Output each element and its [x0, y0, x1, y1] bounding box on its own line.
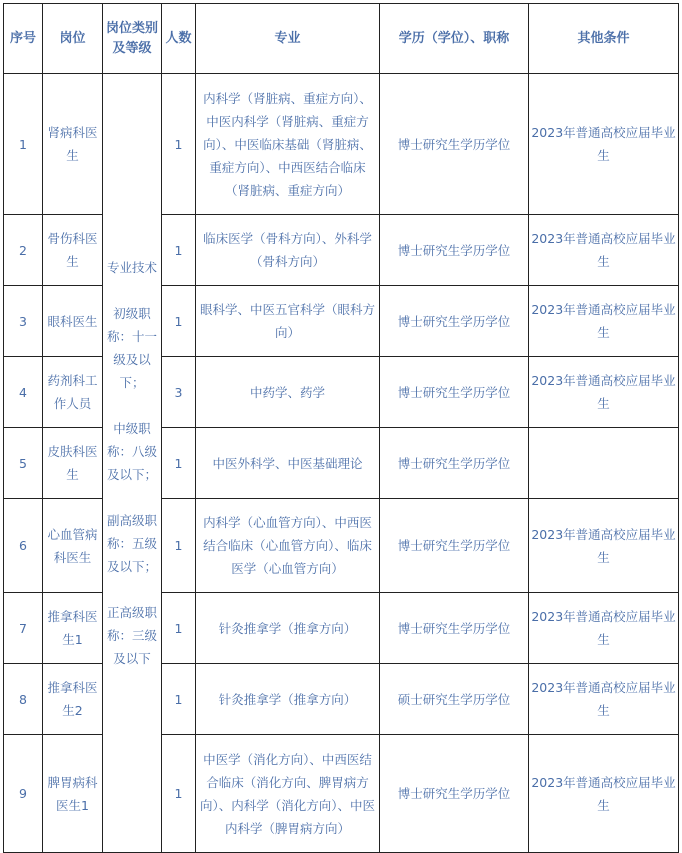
row-major: 中医学（消化方向）、中西医结合临床（消化方向、脾胃病方向）、内科学（消化方向）、中医内科学（脾胃病方向）: [196, 735, 380, 853]
row-index: 3: [4, 286, 43, 357]
row-index: 5: [4, 428, 43, 499]
table-row: [4, 74, 679, 215]
row-education: 博士研究生学历学位: [380, 428, 529, 499]
row-education: 博士研究生学历学位: [380, 286, 529, 357]
header-category: 岗位类别及等级: [103, 4, 162, 74]
header-count: 人数: [162, 4, 196, 74]
row-other: 2023年普通高校应届毕业生: [529, 286, 679, 357]
row-major: 内科学（心血管方向）、中西医结合临床（心血管方向）、临床医学（心血管方向）: [196, 499, 380, 593]
row-count: 3: [162, 357, 196, 428]
row-major: 眼科学、中医五官科学（眼科方向）: [196, 286, 380, 357]
row-other: 2023年普通高校应届毕业生: [529, 357, 679, 428]
row-index: 7: [4, 593, 43, 664]
row-other: [529, 428, 679, 499]
row-other: 2023年普通高校应届毕业生: [529, 499, 679, 593]
category-grade: 专业技术: [106, 260, 157, 275]
row-other: 2023年普通高校应届毕业生: [529, 593, 679, 664]
row-position: 骨伤科医生: [43, 215, 103, 286]
row-major: 内科学（肾脏病、重症方向）、中医内科学（肾脏病、重症方向）、中医临床基础（肾脏病、重症方向）、中西医结合临床（肾脏病、重症方向）: [196, 74, 380, 215]
row-count: 1: [162, 74, 196, 215]
row-count: 1: [162, 735, 196, 853]
category-cell: [103, 74, 162, 853]
category-grade: 正高级职称：三级及以下: [106, 605, 157, 666]
category-grade: 副高级职称：五级及以下；: [106, 513, 157, 574]
row-education: 博士研究生学历学位: [380, 499, 529, 593]
header-index: 序号: [4, 4, 43, 74]
row-education: 博士研究生学历学位: [380, 74, 529, 215]
row-other: 2023年普通高校应届毕业生: [529, 215, 679, 286]
row-position: 药剂科工作人员: [43, 357, 103, 428]
row-position: 推拿科医生1: [43, 593, 103, 664]
row-count: 1: [162, 286, 196, 357]
row-position: 肾病科医生: [43, 74, 103, 215]
header-other: 其他条件: [529, 4, 679, 74]
row-index: 4: [4, 357, 43, 428]
row-education: 博士研究生学历学位: [380, 593, 529, 664]
row-index: 8: [4, 664, 43, 735]
row-other: 2023年普通高校应届毕业生: [529, 735, 679, 853]
row-position: 脾胃病科医生1: [43, 735, 103, 853]
row-major: 临床医学（骨科方向）、外科学（骨科方向）: [196, 215, 380, 286]
row-major: 中医外科学、中医基础理论: [196, 428, 380, 499]
row-education: 硕士研究生学历学位: [380, 664, 529, 735]
row-count: 1: [162, 593, 196, 664]
row-position: 心血管病科医生: [43, 499, 103, 593]
row-other: 2023年普通高校应届毕业生: [529, 664, 679, 735]
row-index: 2: [4, 215, 43, 286]
header-position: 岗位: [43, 4, 103, 74]
row-major: 针灸推拿学（推拿方向）: [196, 593, 380, 664]
row-count: 1: [162, 428, 196, 499]
header-row: [4, 4, 679, 74]
recruitment-table: [3, 3, 679, 853]
header-education: 学历（学位）、职称: [380, 4, 529, 74]
row-education: 博士研究生学历学位: [380, 215, 529, 286]
row-position: 推拿科医生2: [43, 664, 103, 735]
row-major: 中药学、药学: [196, 357, 380, 428]
header-major: 专业: [196, 4, 380, 74]
category-grade: 初级职称：十一级及以下；: [106, 306, 157, 390]
row-index: 1: [4, 74, 43, 215]
row-other: 2023年普通高校应届毕业生: [529, 74, 679, 215]
category-grade: 中级职称：八级及以下；: [106, 421, 157, 482]
row-count: 1: [162, 499, 196, 593]
row-count: 1: [162, 215, 196, 286]
row-education: 博士研究生学历学位: [380, 735, 529, 853]
row-index: 6: [4, 499, 43, 593]
row-position: 皮肤科医生: [43, 428, 103, 499]
row-education: 博士研究生学历学位: [380, 357, 529, 428]
row-index: 9: [4, 735, 43, 853]
row-position: 眼科医生: [43, 286, 103, 357]
row-count: 1: [162, 664, 196, 735]
row-major: 针灸推拿学（推拿方向）: [196, 664, 380, 735]
